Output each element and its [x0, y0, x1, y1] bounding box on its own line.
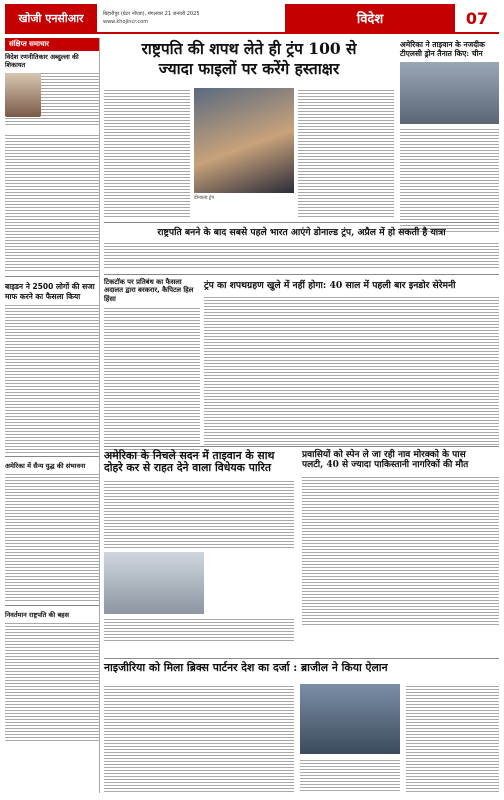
bill-body-top	[104, 479, 294, 549]
second-story-body	[104, 241, 499, 269]
left-story-1-title: विदेश रणनीतिकार अब्दुल्ला की शिकायत	[5, 53, 79, 70]
bill-headline-line2: दोहरे कर से राहत देने वाला विधेयक पारित	[104, 461, 272, 475]
boat-body	[302, 475, 499, 625]
brics-caption-area	[300, 758, 400, 792]
oath-body	[204, 295, 499, 445]
left-column-header: संक्षिप्त समाचार	[5, 38, 99, 51]
page-number: 07	[455, 4, 499, 32]
masthead-meta	[97, 4, 285, 32]
section-title: विदेश	[285, 4, 455, 32]
left-story-1-body-cont	[5, 133, 99, 273]
lead-body-col3	[298, 88, 394, 218]
bill-body	[104, 617, 294, 643]
masthead	[5, 4, 499, 34]
boat-headline-line1: प्रवासियों को स्पेन ले जा रही नाव मोरक्को के पास	[302, 450, 466, 460]
left-story-4-body	[5, 621, 99, 741]
drone-photo	[400, 62, 499, 124]
trump-photo	[194, 88, 294, 193]
left-story-2-body	[5, 303, 99, 453]
left-column	[5, 38, 100, 793]
left-story-2-title: बाइडन ने 2500 लोगों की सजा माफ करने का फैसला किया	[5, 282, 95, 301]
side-story-body	[400, 127, 499, 232]
bottom-story	[104, 662, 499, 674]
second-story-headline: राष्ट्रपति बनने के बाद सबसे पहले भारत आएंगे डोनाल्ड ट्रंप, अप्रैल में हो सकती है यात्रा	[157, 227, 446, 238]
oath-story	[204, 278, 499, 445]
trump-photo-caption: डोनाल्ड ट्रंप	[194, 195, 215, 201]
brics-photo	[300, 684, 400, 754]
portrait-photo	[5, 73, 41, 117]
bill-headline-line1: अमेरिका के निचले सदन में ताइवान के साथ	[104, 449, 275, 462]
lead-body-col1	[104, 88, 190, 218]
left-story-4-title: निवर्तमान राष्ट्रपति की बहस	[5, 611, 70, 620]
bottom-headline: नाइजीरिया को मिला ब्रिक्स पार्टनर देश का दर्जा : ब्राजील ने किया ऐलान	[104, 661, 388, 674]
boat-headline-line2: पलटी, 40 से ज्यादा पाकिस्तानी नागरिकों की मौत	[302, 460, 469, 471]
second-story	[104, 225, 499, 269]
lead-headline-line1: राष्ट्रपति की शपथ लेते ही ट्रंप 100 से	[141, 39, 357, 58]
capitol-photo	[104, 552, 204, 614]
oath-headline: ट्रंप का शपथग्रहण खुले में नहीं होगा: 40 साल में पहली बार इनडोर सेरेमनी	[204, 280, 456, 291]
left-story-3-body	[5, 472, 99, 602]
boat-story	[302, 450, 499, 625]
side-story-headline: अमेरिका ने ताइवान के नजदीक टीएलसी ड्रोन तैनात किए: चीन	[400, 40, 485, 59]
bottom-body-right	[406, 684, 499, 792]
left-story-3-title: अमेरिका में सैन्य युद्ध की संभावना	[5, 462, 86, 470]
tiktok-body	[104, 306, 200, 456]
website: www.khojincr.com	[103, 19, 149, 25]
bottom-body-left	[104, 684, 294, 792]
tiktok-headline: टिकटॉक पर प्रतिबंध का फैसला अदालत द्वारा बरकरार, कैपिटल हिल हिंसा	[104, 278, 194, 303]
tiktok-story	[104, 278, 200, 456]
date-line: बिहारीपुर (ग्रेटर नोएडा), मंगलवार 21 जनवरी 2025	[103, 11, 200, 17]
side-story	[400, 40, 499, 232]
bill-story	[104, 450, 294, 643]
lead-headline-line2: ज्यादा फाइलों पर करेंगे हस्ताक्षर	[158, 58, 340, 78]
lead-story	[104, 40, 394, 78]
newspaper-brand: खोजी एनसीआर	[5, 4, 97, 32]
